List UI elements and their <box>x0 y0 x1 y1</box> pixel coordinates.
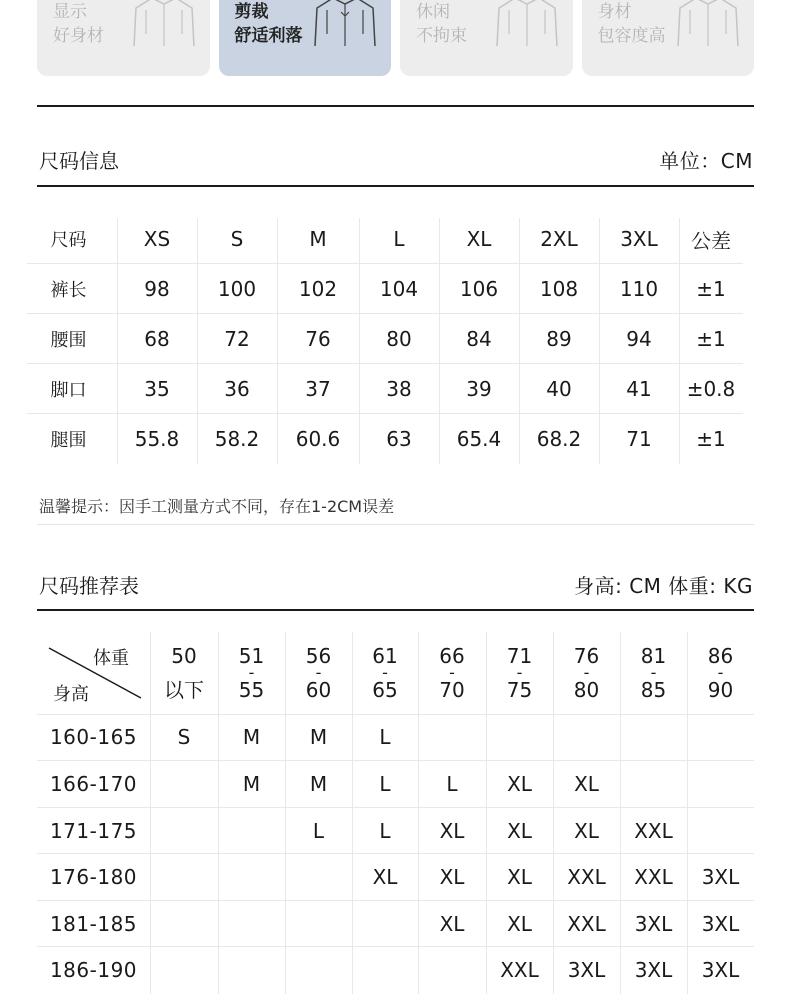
size-recommend-table <box>37 632 754 994</box>
section-divider <box>37 185 754 187</box>
height-range-label: 171-175 <box>49 819 138 843</box>
table-cell: XS <box>143 227 171 251</box>
fit-card-inclusive[interactable] <box>582 0 755 76</box>
recommended-size-cell <box>150 761 218 807</box>
jacket-icon <box>670 0 746 46</box>
weight-range-start: 76 <box>573 644 600 668</box>
weight-range-start: 50 <box>171 644 197 668</box>
section-divider <box>37 105 754 107</box>
height-range-label: 181-185 <box>49 912 138 936</box>
fit-card-casual[interactable] <box>400 0 573 76</box>
recommended-size-cell <box>486 714 553 760</box>
recommended-size-cell <box>285 901 352 947</box>
recommended-size-cell <box>620 761 687 807</box>
table-cell: 104 <box>379 277 419 301</box>
height-range-label: 176-180 <box>49 865 138 889</box>
table-cell: 89 <box>546 327 572 351</box>
height-range-label: 186-190 <box>49 958 138 982</box>
recommended-size-cell: L <box>312 819 325 843</box>
header-row <box>27 214 743 264</box>
table-row <box>27 364 743 414</box>
table-cell: ±1 <box>696 427 726 451</box>
recommended-size-cell: XL <box>439 819 465 843</box>
recommended-size-cell: L <box>379 772 391 796</box>
recommended-size-cell <box>218 854 285 900</box>
table-cell: 58.2 <box>214 427 260 451</box>
weight-range-end: 60 <box>305 678 332 702</box>
recommended-size-cell <box>285 854 352 900</box>
recommended-size-cell: 3XL <box>701 958 740 982</box>
recommended-size-cell <box>150 947 218 993</box>
fit-card-text: 剪裁 舒适利落 <box>234 2 303 46</box>
table-cell: 108 <box>539 277 579 301</box>
table-cell: 37 <box>305 377 331 401</box>
table-cell: 2XL <box>540 227 578 251</box>
row-label: 腰围 <box>50 330 87 351</box>
recommended-size-cell <box>418 714 486 760</box>
weight-header <box>418 632 486 714</box>
recommended-size-cell: 3XL <box>701 912 740 936</box>
recommended-size-cell: L <box>446 772 458 796</box>
weight-range-start: 86 <box>707 644 734 668</box>
recommended-size-cell: 3XL <box>701 865 740 889</box>
table-cell: 102 <box>298 277 338 301</box>
table-cell: 72 <box>224 327 250 351</box>
weight-header <box>352 632 418 714</box>
recommended-size-cell: L <box>379 819 391 843</box>
recommended-size-cell <box>218 901 285 947</box>
row-label: 脚口 <box>50 380 87 401</box>
weight-header <box>150 632 218 714</box>
note-divider <box>37 524 754 525</box>
recommended-size-cell: 3XL <box>634 958 673 982</box>
table-cell: 3XL <box>620 227 658 251</box>
recommended-size-cell: 3XL <box>634 912 673 936</box>
recommended-size-cell: M <box>242 772 261 796</box>
section-divider <box>37 609 754 611</box>
recommended-size-cell: XL <box>507 772 532 796</box>
recommended-size-cell: XL <box>439 865 465 889</box>
jacket-icon <box>126 0 202 46</box>
weight-axis-label: 体重 <box>93 648 129 669</box>
recommended-size-cell <box>285 947 352 993</box>
table-cell: 76 <box>305 327 331 351</box>
weight-range-end: 80 <box>573 678 600 702</box>
size-info-title: 尺码信息 <box>39 149 119 173</box>
table-cell: 55.8 <box>134 427 180 451</box>
recommended-size-cell <box>687 808 754 854</box>
weight-header <box>553 632 620 714</box>
weight-range-end: 85 <box>640 678 667 702</box>
recommended-size-cell <box>352 901 418 947</box>
recommended-size-cell: XXL <box>500 958 539 982</box>
fit-card-text: 身材 包容度高 <box>597 2 666 46</box>
range-dash: - <box>650 663 657 682</box>
table-cell: 110 <box>619 277 659 301</box>
table-cell: 84 <box>466 327 492 351</box>
weight-header <box>620 632 687 714</box>
height-axis-label: 身高 <box>53 684 89 705</box>
range-dash: - <box>516 663 523 682</box>
fit-card-text: 显示 好身材 <box>53 2 104 46</box>
row-label: 腿围 <box>50 430 87 451</box>
fit-card-good-figure[interactable] <box>37 0 210 76</box>
recommended-size-cell: XL <box>372 865 398 889</box>
weight-range-start: 66 <box>439 644 465 668</box>
recommended-size-cell <box>418 947 486 993</box>
range-dash: - <box>583 663 590 682</box>
recommended-size-cell <box>687 714 754 760</box>
table-cell: 63 <box>386 427 412 451</box>
recommended-size-cell: XL <box>574 772 599 796</box>
weight-range-start: 51 <box>238 644 265 668</box>
recommended-size-cell: M <box>242 725 261 749</box>
table-cell: ±1 <box>696 277 726 301</box>
fit-cards <box>37 0 754 76</box>
range-dash: - <box>248 663 255 682</box>
weight-range-end: 55 <box>238 678 265 702</box>
table-cell: 106 <box>459 277 499 301</box>
recommended-size-cell: XL <box>507 819 532 843</box>
jacket-icon <box>489 0 565 46</box>
weight-header <box>285 632 352 714</box>
table-row <box>27 314 743 364</box>
table-cell: 41 <box>626 377 652 401</box>
weight-range-start: 81 <box>640 644 667 668</box>
size-info-table <box>27 214 743 464</box>
table-cell: ±0.8 <box>686 377 736 401</box>
recommended-size-cell <box>150 901 218 947</box>
table-cell: XL <box>466 227 492 251</box>
table-cell: 65.4 <box>456 427 502 451</box>
recommended-size-cell <box>620 714 687 760</box>
table-cell: L <box>393 227 405 251</box>
table-cell: M <box>309 227 327 251</box>
row-label: 尺码 <box>50 230 87 251</box>
table-cell: 80 <box>386 327 412 351</box>
weight-header <box>486 632 553 714</box>
recommended-size-cell <box>352 947 418 993</box>
recommended-size-cell: XL <box>507 865 532 889</box>
table-cell: 35 <box>144 377 170 401</box>
measurement-note: 温馨提示：因手工测量方式不同，存在1-2CM误差 <box>39 497 395 516</box>
recommended-size-cell: 3XL <box>567 958 606 982</box>
table-cell: 36 <box>224 377 250 401</box>
table-cell: 39 <box>466 377 492 401</box>
table-cell: ±1 <box>696 327 726 351</box>
recommended-size-cell <box>687 761 754 807</box>
weight-range-end: 90 <box>707 678 734 702</box>
fit-card-text: 休闲 不拘束 <box>416 2 467 46</box>
recommended-size-cell: XL <box>507 912 532 936</box>
recommended-size-cell <box>553 714 620 760</box>
height-range-label: 160-165 <box>49 725 138 749</box>
recommended-size-cell <box>218 947 285 993</box>
weight-range-start: 61 <box>372 644 398 668</box>
table-cell: 68.2 <box>536 427 582 451</box>
weight-range-end: 65 <box>372 678 398 702</box>
recommended-size-cell: XXL <box>634 865 673 889</box>
height-range-label: 166-170 <box>49 772 138 796</box>
recommend-unit: 身高: CM 体重: KG <box>574 574 753 598</box>
range-dash: - <box>449 663 455 682</box>
table-corner-cell <box>37 632 150 714</box>
recommended-size-cell: XXL <box>634 819 673 843</box>
weight-range-end: 70 <box>439 678 465 702</box>
fit-card-comfortable-cut[interactable] <box>219 0 392 76</box>
recommended-size-cell <box>150 854 218 900</box>
recommended-size-cell: XL <box>439 912 465 936</box>
recommended-size-cell: XXL <box>567 912 606 936</box>
recommended-size-cell: M <box>309 772 328 796</box>
recommended-size-cell <box>150 808 218 854</box>
weight-header <box>687 632 754 714</box>
table-cell: 71 <box>626 427 652 451</box>
recommended-size-cell <box>218 808 285 854</box>
weight-range-end: 75 <box>506 678 533 702</box>
jacket-icon <box>307 0 383 46</box>
table-cell: 60.6 <box>295 427 341 451</box>
table-cell: 94 <box>626 327 652 351</box>
table-cell: S <box>230 227 244 251</box>
weight-range-start: 56 <box>305 644 332 668</box>
range-dash: - <box>717 663 724 682</box>
recommend-title: 尺码推荐表 <box>39 574 139 598</box>
weight-range-end: 以下 <box>164 678 204 702</box>
table-cell: 公差 <box>691 228 731 253</box>
table-row <box>27 414 743 464</box>
recommended-size-cell: XL <box>574 819 599 843</box>
recommended-size-cell: S <box>177 725 191 749</box>
table-cell: 68 <box>144 327 170 351</box>
table-cell: 100 <box>217 277 257 301</box>
recommended-size-cell: XXL <box>567 865 606 889</box>
table-cell: 38 <box>386 377 412 401</box>
table-cell: 98 <box>144 277 170 301</box>
row-label: 裤长 <box>50 280 87 301</box>
recommended-size-cell: M <box>309 725 328 749</box>
range-dash: - <box>382 663 388 682</box>
weight-range-start: 71 <box>506 644 533 668</box>
table-cell: 40 <box>546 377 572 401</box>
recommended-size-cell: L <box>379 725 391 749</box>
range-dash: - <box>315 663 322 682</box>
table-row <box>27 264 743 314</box>
size-info-unit: 单位：CM <box>659 149 753 173</box>
weight-header <box>218 632 285 714</box>
